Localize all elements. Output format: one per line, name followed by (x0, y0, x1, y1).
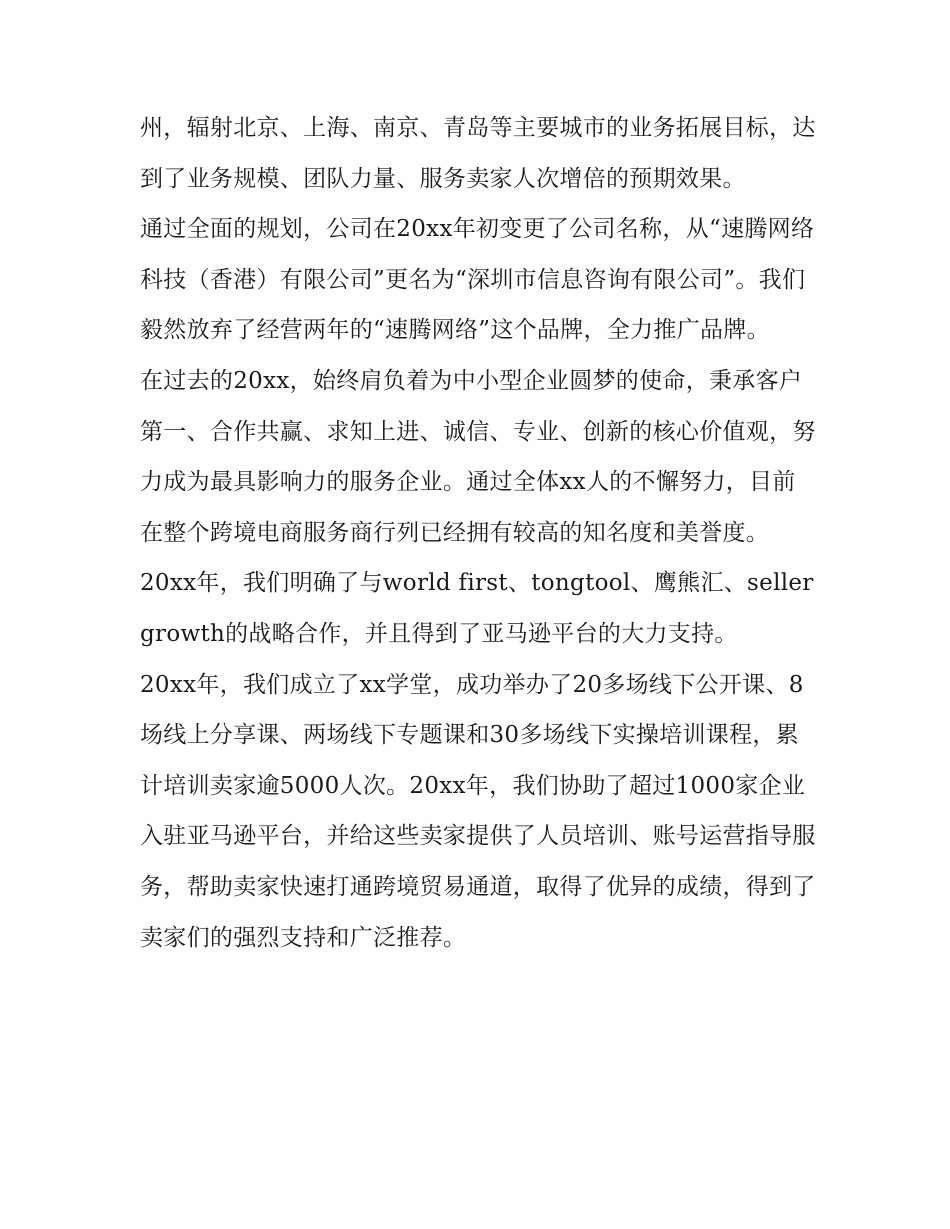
paragraph-business-expansion: 州，辐射北京、上海、南京、青岛等主要城市的业务拓展目标，达到了业务规模、团队力量、服务卖家人次增倍的预期效果。 (140, 115, 816, 192)
paragraph-mission-values: 在过去的20xx，始终肩负着为中小型企业圆梦的使命，秉承客户第一、合作共赢、求知上进、诚信、专业、创新的核心价值观，努力成为最具影响力的服务企业。通过全体xx人的不懈努力，目前在整个跨境电商服务商行列已经拥有较高的知名度和美誉度。 (140, 367, 816, 546)
paragraph-training-results: 20xx年，我们成立了xx学堂，成功举办了20多场线下公开课、8场线上分享课、两场线下专题课和30多场线下实操培训课程，累计培训卖家逾5000人次。20xx年，我们协助了超过1000家企业入驻亚马逊平台，并给这些卖家提供了人员培训、账号运营指导服务，帮助卖家快速打通跨境贸易通道，取得了优异的成绩，得到了卖家们的强烈支持和广泛推荐。 (140, 671, 816, 951)
document-body (140, 103, 816, 963)
paragraph-company-rename: 通过全面的规划，公司在20xx年初变更了公司名称，从“速腾网络科技（香港）有限公司”更名为“深圳市信息咨询有限公司”。我们毅然放弃了经营两年的“速腾网络”这个品牌，全力推广品牌。 (140, 216, 815, 344)
paragraph-strategic-partners: 20xx年，我们明确了与world first、tongtool、鹰熊汇、seller growth的战略合作，并且得到了亚马逊平台的大力支持。 (140, 570, 814, 647)
